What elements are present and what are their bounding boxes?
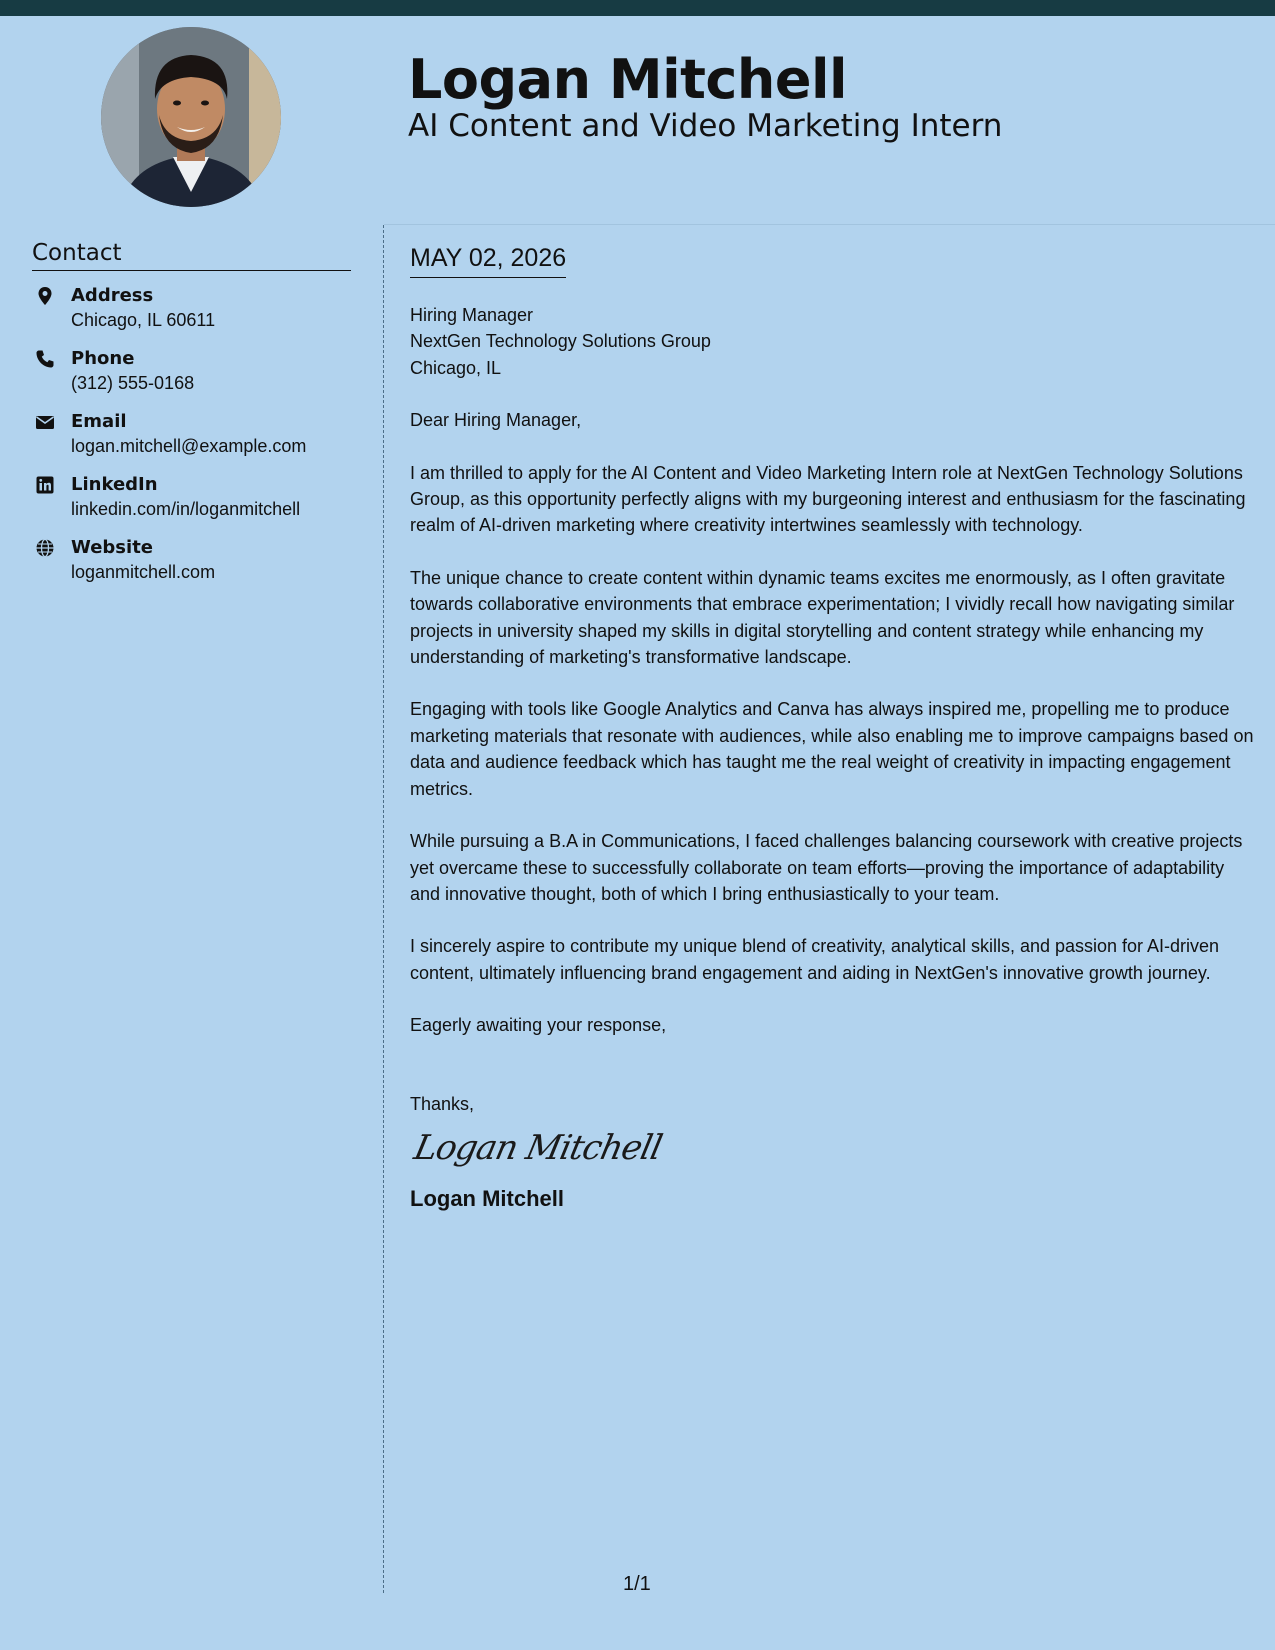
letter-body: [410, 302, 1255, 1213]
contact-value: logan.mitchell@example.com: [71, 436, 307, 456]
salutation: Dear Hiring Manager,: [410, 410, 582, 431]
envelope-icon: [35, 412, 55, 432]
contact-item-email: [32, 410, 372, 473]
recipient-line: Chicago, IL: [410, 357, 502, 378]
top-bar: [0, 0, 1275, 16]
contact-label: LinkedIn: [71, 474, 158, 495]
contact-label: Address: [71, 285, 154, 306]
letter-paragraph: I sincerely aspire to contribute my unique blend of creativity, analytical skills, and passion for AI-driven content, ultimately influencing brand engagement and aiding in NextGen's innovative growth journey.: [410, 936, 1220, 983]
location-pin-icon: [35, 286, 55, 306]
contact-label: Email: [71, 411, 127, 432]
linkedin-icon: [35, 475, 55, 495]
contact-item-website: [32, 536, 372, 599]
contact-list: [32, 284, 372, 599]
thanks-line: Thanks,: [410, 1093, 475, 1114]
header-divider: [384, 224, 1275, 225]
letter-paragraph: Engaging with tools like Google Analytics and Canva has always inspired me, propelling me to produce marketing materials that resonate with audiences, while also enabling me to improve campaigns based on data and audience feedback which has taught me the real weight of creativity in impacting engagement metrics.: [410, 699, 1254, 799]
contact-item-phone: [32, 347, 372, 410]
letter-paragraph: The unique chance to create content within dynamic teams excites me enormously, as I often gravitate towards collaborative environments that embrace experimentation; I vividly recall how navigating similar projects in university shaped my skills in digital storytelling and content strategy while enhancing my understanding of marketing's transformative landscape.: [410, 567, 1235, 668]
letter-date: MAY 02, 2026: [410, 244, 566, 278]
signed-name: Logan Mitchell: [410, 1186, 564, 1212]
letter-paragraph: I am thrilled to apply for the AI Content and Video Marketing Intern role at NextGen Technology Solutions Group, as this opportunity perfectly aligns with my burgeoning interest and enthusiasm for the fascinating realm of AI-driven marketing where creativity intertwines seamlessly with technology.: [410, 462, 1246, 536]
recipient-line: NextGen Technology Solutions Group: [410, 331, 711, 352]
contact-item-address: [32, 284, 372, 347]
page-number: 1/1: [623, 1573, 651, 1595]
signature: Logan Mitchell: [410, 1127, 666, 1168]
candidate-name: Logan Mitchell: [408, 48, 848, 111]
phone-icon: [35, 349, 55, 369]
contact-label: Website: [71, 537, 154, 558]
contact-label: Phone: [71, 348, 135, 369]
letter-paragraph: While pursuing a B.A in Communications, I faced challenges balancing coursework with creative projects yet overcame these to successfully collaborate on team efforts—proving the importance of adaptability and innovative thought, both of which I bring enthusiastically to your team.: [410, 831, 1243, 904]
column-divider: [383, 225, 384, 1593]
closing-line: Eagerly awaiting your response,: [410, 1015, 667, 1036]
contact-value: loganmitchell.com: [71, 562, 216, 582]
contact-value: linkedin.com/in/loganmitchell: [71, 499, 301, 519]
recipient-line: Hiring Manager: [410, 305, 534, 325]
globe-icon: [35, 538, 55, 558]
recipient-block: [410, 302, 1255, 381]
contact-value: (312) 555-0168: [71, 373, 195, 393]
contact-item-linkedin: [32, 473, 372, 536]
contact-heading: Contact: [32, 240, 351, 271]
job-title: AI Content and Video Marketing Intern: [408, 108, 1003, 144]
contact-value: Chicago, IL 60611: [71, 310, 216, 330]
profile-photo: [101, 27, 281, 207]
